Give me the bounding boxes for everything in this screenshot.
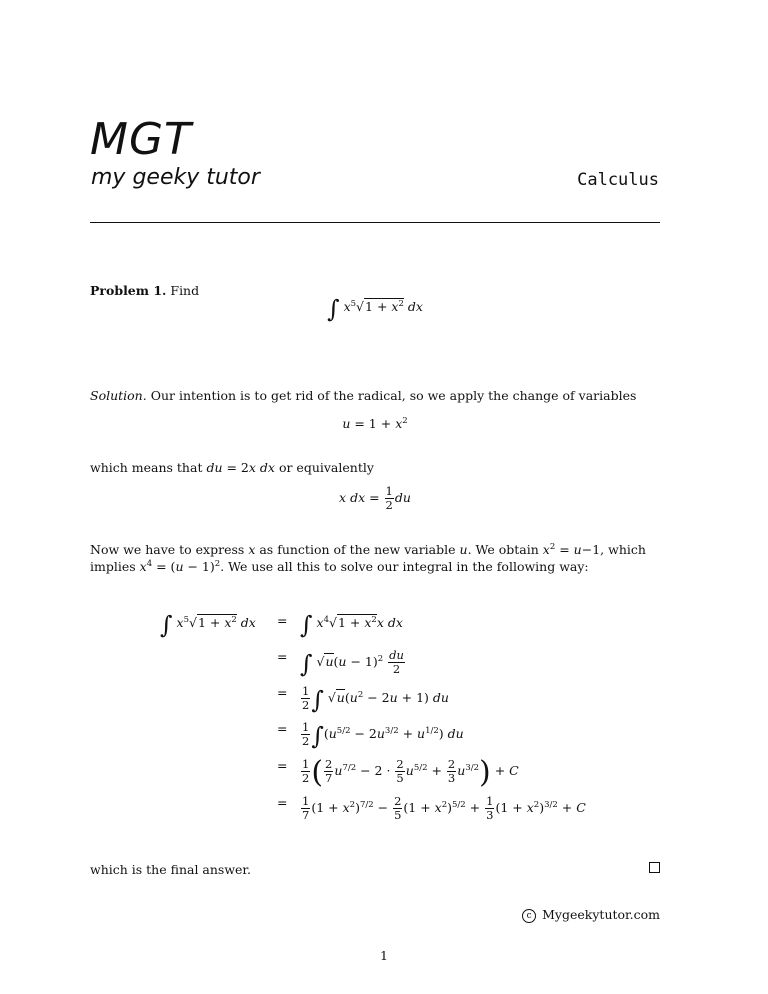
means-text: which means that	[90, 460, 203, 475]
problem-integral: ∫ $x^5√1 + x^2$ dx	[327, 295, 423, 323]
express-paragraph: Now we have to express x as function of the new variable u. We obtain $x^2 = u-1$, which implies $x^4 = (u - 1)^2$. We use all this to solve our integral in the following way:	[90, 542, 646, 574]
page-number: 1	[380, 948, 388, 963]
now-text-4: , which implies	[90, 542, 646, 574]
now-text-2: as function of the new variable	[259, 542, 456, 557]
tagline: my geeky tutor	[91, 165, 260, 190]
site-name: Mygeekytutor.com	[542, 907, 660, 922]
subject-label: Calculus	[577, 170, 659, 190]
final-answer-text: which is the final answer.	[90, 862, 252, 877]
copyright-icon: c	[522, 909, 536, 923]
equivalently-text: or equivalently	[278, 460, 374, 475]
copyright	[522, 907, 660, 923]
now-text-1: Now we have to express	[90, 542, 245, 557]
differential-text: which means that du = 2x dx or equivalently	[90, 460, 374, 475]
substitution-equation: $u = 1 + x^2$	[342, 416, 408, 431]
solution-intro-text: Our intention is to get rid of the radical, so we apply the change of variables	[150, 388, 637, 403]
header-rule	[90, 222, 660, 223]
qed-box	[649, 862, 660, 873]
derivation-row-1: ∫ $x^5√1 + x^2$ dx = ∫ $x^4√1 + x^2x$ dx	[160, 611, 403, 639]
xdx-equation: x dx = $\frac{1}{2}$ du	[339, 484, 411, 512]
problem-label: Problem 1.	[90, 283, 167, 298]
solution-intro	[90, 387, 660, 404]
problem-verb: Find	[170, 283, 200, 298]
logo: MGT	[90, 114, 192, 165]
now-text-5: . We use all this to solve our integral in the following way:	[220, 559, 589, 574]
now-text-3: . We obtain	[467, 542, 539, 557]
solution-label: Solution.	[90, 388, 147, 403]
